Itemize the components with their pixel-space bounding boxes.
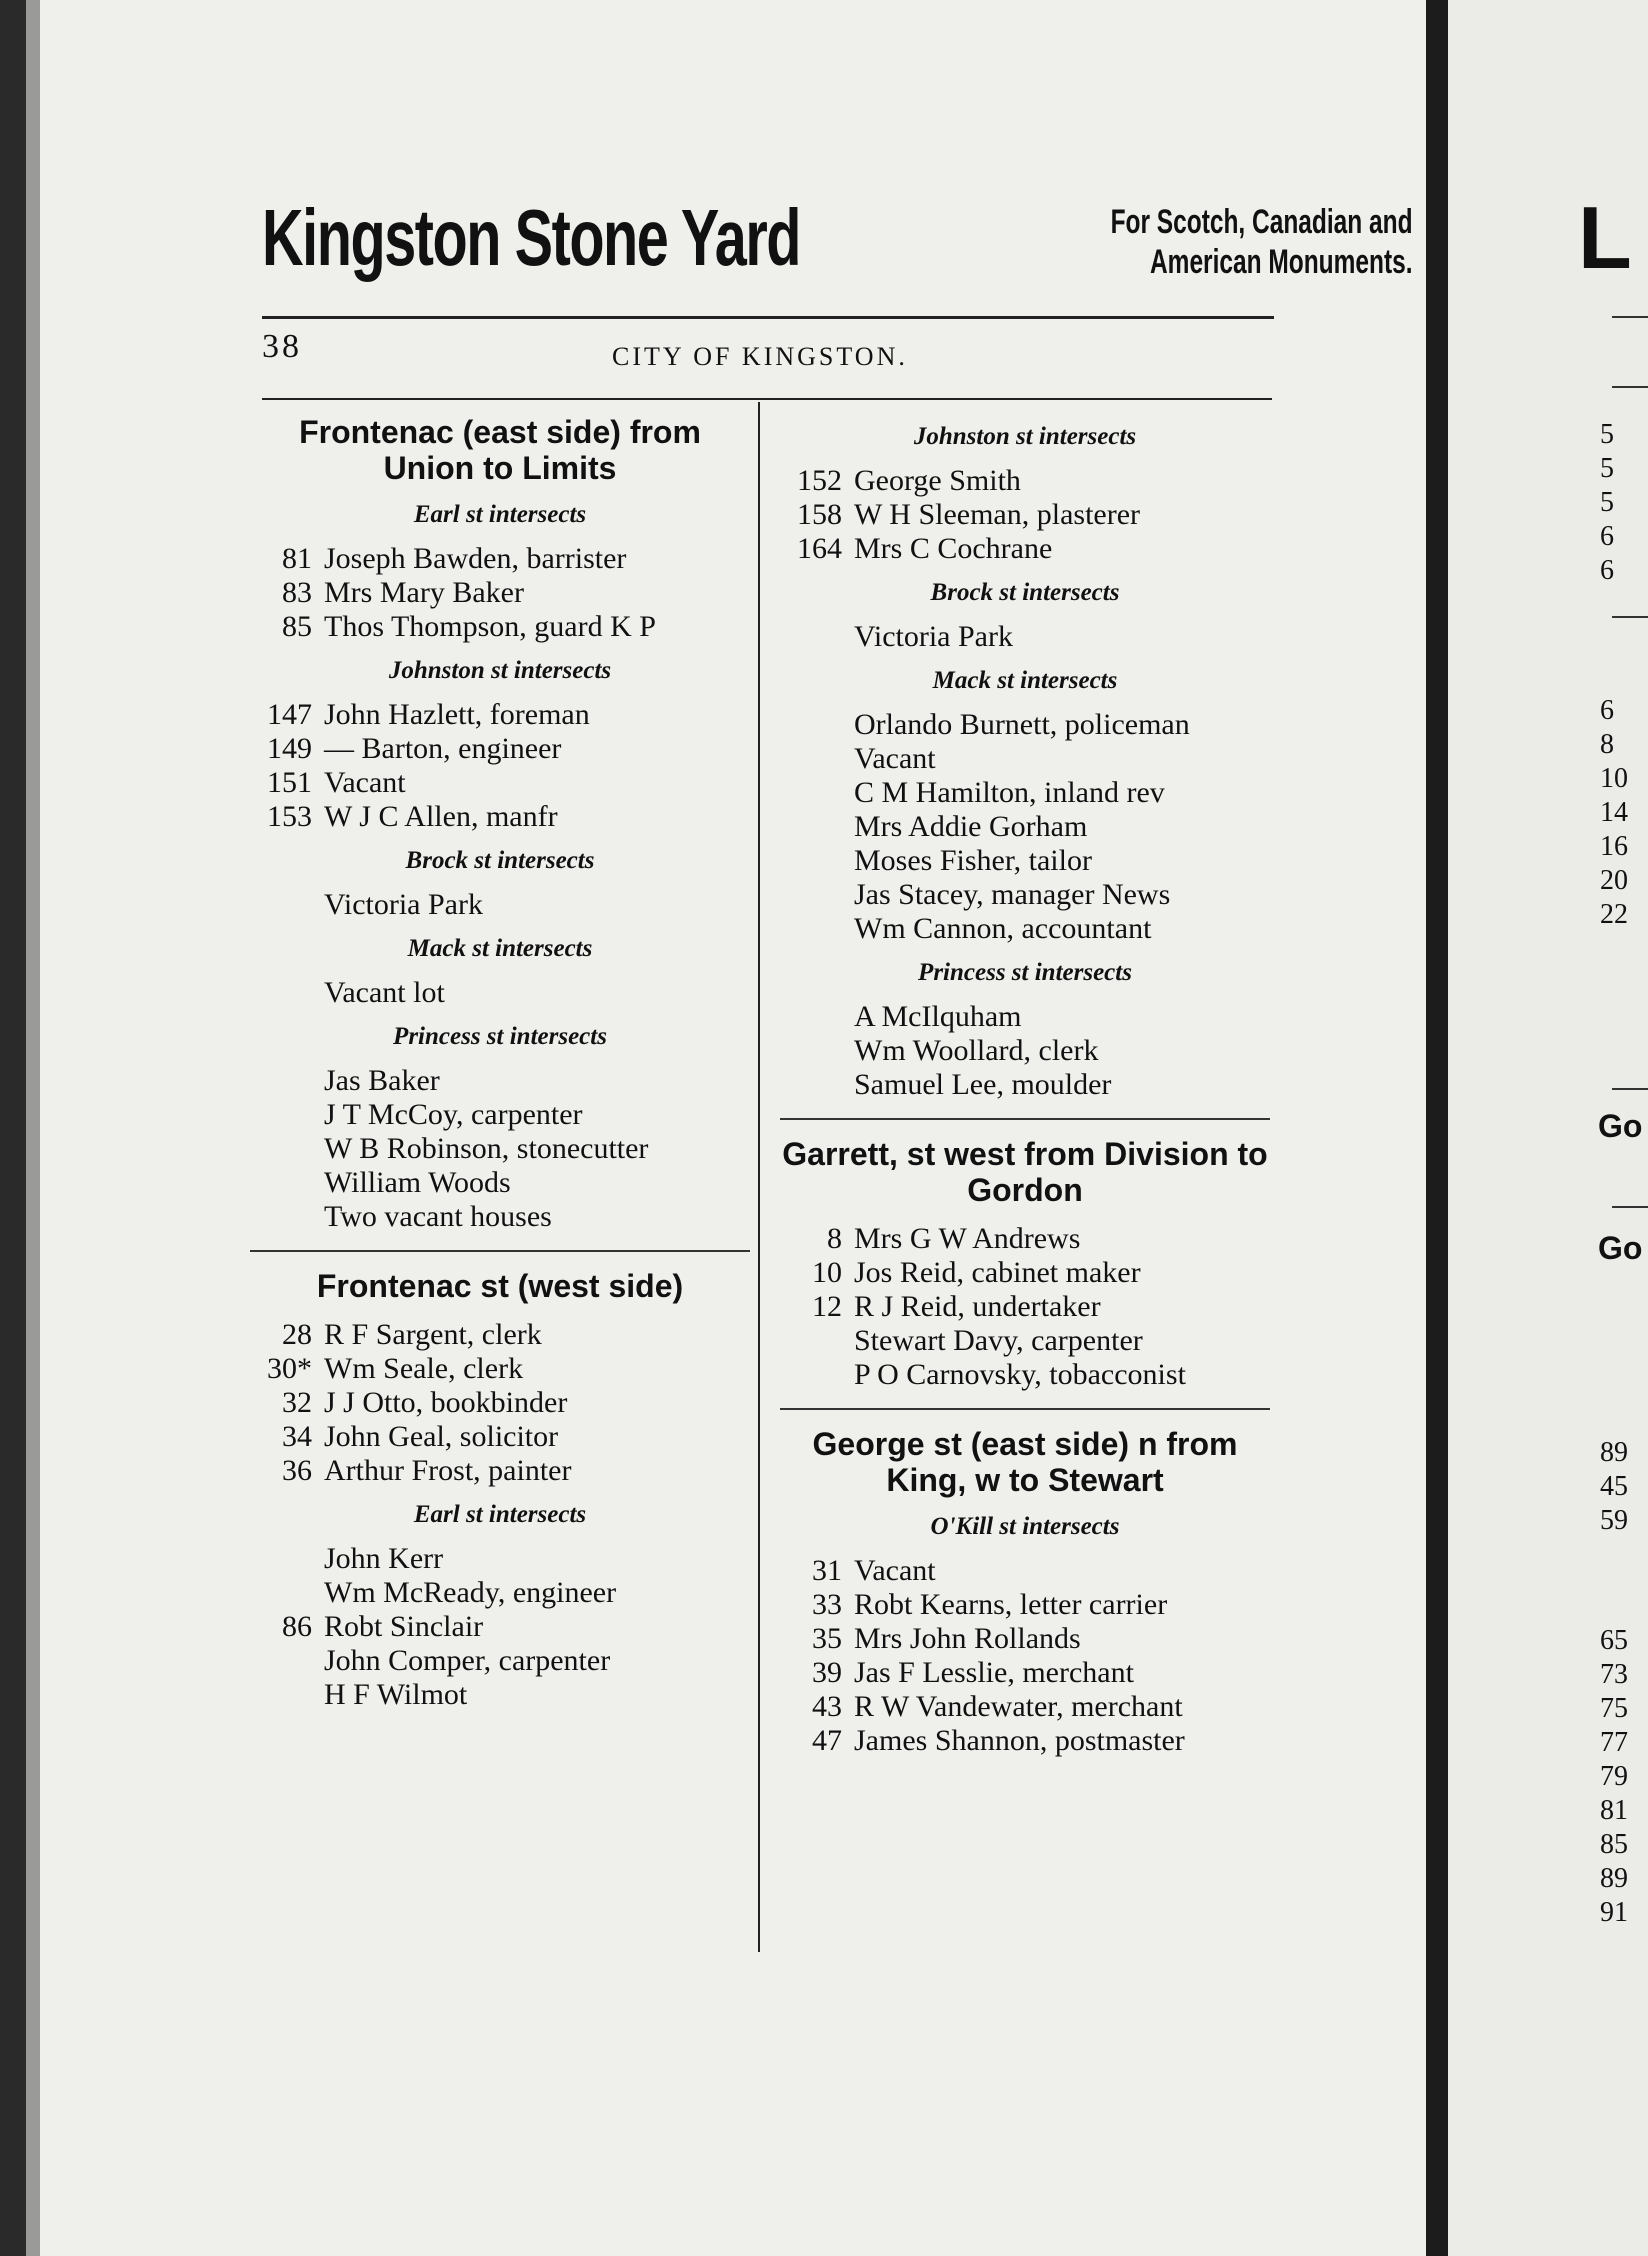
resident-name: Mrs Mary Baker <box>324 576 524 609</box>
cross-street-label: Brock st intersects <box>930 579 1120 606</box>
resident-name: R W Vandewater, merchant <box>854 1690 1183 1723</box>
house-number: 85 <box>282 610 312 643</box>
ad-tagline-line-2: American Monuments. <box>1150 243 1413 281</box>
house-number <box>780 708 854 742</box>
house-number: 39 <box>812 1656 842 1689</box>
house-number <box>250 1098 324 1132</box>
resident-name: Wm Cannon, accountant <box>854 912 1152 945</box>
directory-entry <box>780 1690 1270 1724</box>
house-number <box>780 1324 854 1358</box>
house-number <box>250 1200 324 1234</box>
resident-name: Mrs John Rollands <box>854 1622 1081 1655</box>
resident-name: Jas Baker <box>324 1064 440 1097</box>
directory-entry <box>250 1386 750 1420</box>
directory-entry <box>780 1622 1270 1656</box>
resident-name: Jos Reid, cabinet maker <box>854 1256 1141 1289</box>
directory-entry <box>250 1678 750 1712</box>
house-number <box>250 1166 324 1200</box>
house-number <box>780 1358 854 1392</box>
resident-name: Mrs C Cochrane <box>854 532 1053 565</box>
column-divider <box>758 402 760 1952</box>
facing-page-rule <box>1612 386 1648 388</box>
house-number: 30* <box>267 1352 312 1385</box>
house-number: 147 <box>267 698 312 731</box>
ad-business-name: Kingston Stone Yard <box>262 193 801 282</box>
house-number: 32 <box>282 1386 312 1419</box>
street-heading: Garrett, st west from Division to Gordon <box>782 1136 1268 1208</box>
directory-entry <box>780 878 1270 912</box>
facing-page-rule <box>1612 1088 1648 1090</box>
directory-entry <box>780 810 1270 844</box>
resident-name: Mrs Addie Gorham <box>854 810 1088 843</box>
resident-name: Stewart Davy, carpenter <box>854 1324 1143 1357</box>
facing-page-number: 22 <box>1600 899 1628 930</box>
directory-entry <box>780 1290 1270 1324</box>
facing-page-number: 8 <box>1600 729 1614 760</box>
house-number <box>780 1000 854 1034</box>
directory-entry <box>250 1542 750 1576</box>
section-rule <box>780 1118 1270 1120</box>
house-number <box>780 1034 854 1068</box>
house-number: 81 <box>282 542 312 575</box>
house-number: 28 <box>282 1318 312 1351</box>
directory-entry <box>250 1132 750 1166</box>
house-number <box>250 888 324 922</box>
resident-name: Vacant lot <box>324 976 445 1009</box>
facing-page-number: 5 <box>1600 487 1614 518</box>
facing-page-number: 6 <box>1600 695 1614 726</box>
house-number <box>780 1068 854 1102</box>
resident-name: John Hazlett, foreman <box>324 698 590 731</box>
directory-entry <box>250 1644 750 1678</box>
resident-name: Vacant <box>854 742 936 775</box>
house-number: 8 <box>827 1222 842 1255</box>
facing-page-rule <box>1612 616 1648 618</box>
resident-name: Wm McReady, engineer <box>324 1576 617 1609</box>
resident-name: C M Hamilton, inland rev <box>854 776 1165 809</box>
house-number <box>250 1132 324 1166</box>
resident-name: Mrs G W Andrews <box>854 1222 1081 1255</box>
directory-entry <box>250 1352 750 1386</box>
facing-page-number: 89 <box>1600 1863 1628 1894</box>
facing-page-number: 6 <box>1600 555 1614 586</box>
directory-entry <box>250 1098 750 1132</box>
resident-name: H F Wilmot <box>324 1678 468 1711</box>
resident-name: George Smith <box>854 464 1021 497</box>
house-number: 35 <box>812 1622 842 1655</box>
facing-page-number: 10 <box>1600 763 1628 794</box>
resident-name: William Woods <box>324 1166 511 1199</box>
house-number: 12 <box>812 1290 842 1323</box>
house-number <box>780 844 854 878</box>
facing-page-number: 91 <box>1600 1897 1628 1928</box>
facing-page-number: 59 <box>1600 1505 1628 1536</box>
house-number: 31 <box>812 1554 842 1587</box>
right-column <box>780 410 1270 1758</box>
facing-page-letter: L <box>1578 188 1632 287</box>
facing-page-number: 14 <box>1600 797 1628 828</box>
directory-entry <box>250 800 750 834</box>
cross-street-label: Princess st intersects <box>918 959 1132 986</box>
facing-page-rule <box>1612 316 1648 318</box>
directory-entry <box>780 1656 1270 1690</box>
directory-entry <box>780 1358 1270 1392</box>
house-number <box>780 878 854 912</box>
scan-edge-inner <box>26 0 40 2256</box>
facing-page-number: 5 <box>1600 419 1614 450</box>
directory-entry <box>780 532 1270 566</box>
house-number: 149 <box>267 732 312 765</box>
resident-name: J T McCoy, carpenter <box>324 1098 583 1131</box>
cross-street-label: Earl st intersects <box>413 1501 587 1528</box>
cross-street-label: Johnston st intersects <box>913 423 1137 450</box>
facing-page-number: 5 <box>1600 453 1614 484</box>
directory-entry <box>250 1064 750 1098</box>
cross-street-label: Mack st intersects <box>407 935 593 962</box>
scan-edge <box>0 0 26 2256</box>
house-number: 164 <box>797 532 842 565</box>
directory-entry <box>780 1588 1270 1622</box>
resident-name: — Barton, engineer <box>324 732 562 765</box>
left-column <box>250 410 750 1712</box>
house-number: 83 <box>282 576 312 609</box>
directory-entry <box>250 976 750 1010</box>
facing-page-number: 73 <box>1600 1659 1628 1690</box>
directory-entry <box>250 576 750 610</box>
directory-entry <box>780 1554 1270 1588</box>
facing-page-number: 6 <box>1600 521 1614 552</box>
cross-street-label: Princess st intersects <box>393 1023 607 1050</box>
resident-name: J J Otto, bookbinder <box>324 1386 568 1419</box>
house-number: 10 <box>812 1256 842 1289</box>
directory-entry <box>250 1610 750 1644</box>
directory-entry <box>250 698 750 732</box>
house-number <box>780 742 854 776</box>
directory-entry <box>780 464 1270 498</box>
resident-name: Victoria Park <box>324 888 483 921</box>
house-number <box>780 810 854 844</box>
directory-entry <box>780 776 1270 810</box>
house-number <box>250 1576 324 1610</box>
resident-name: Moses Fisher, tailor <box>854 844 1092 877</box>
directory-entry <box>250 888 750 922</box>
facing-page-heading: Go <box>1598 1230 1643 1266</box>
facing-page-rule <box>1612 1206 1648 1208</box>
facing-page-edge <box>1448 0 1648 2256</box>
resident-name: Vacant <box>854 1554 936 1587</box>
house-number: 47 <box>812 1724 842 1757</box>
resident-name: Jas Stacey, manager News <box>854 878 1171 911</box>
head-rule <box>262 398 1272 400</box>
directory-entry <box>250 1454 750 1488</box>
house-number <box>250 1064 324 1098</box>
resident-name: John Kerr <box>324 1542 444 1575</box>
resident-name: P O Carnovsky, tobacconist <box>854 1358 1186 1391</box>
resident-name: Thos Thompson, guard K P <box>324 610 656 643</box>
directory-entry <box>780 708 1270 742</box>
house-number: 34 <box>282 1420 312 1453</box>
page-number: 38 <box>262 328 302 365</box>
directory-entry <box>780 1724 1270 1758</box>
cross-street-label: Mack st intersects <box>932 667 1118 694</box>
facing-page-number: 81 <box>1600 1795 1628 1826</box>
advertisement-banner <box>222 188 1413 296</box>
directory-entry <box>250 1318 750 1352</box>
facing-page-number: 89 <box>1600 1437 1628 1468</box>
resident-name: John Geal, solicitor <box>324 1420 559 1453</box>
resident-name: R J Reid, undertaker <box>854 1290 1101 1323</box>
house-number <box>780 776 854 810</box>
directory-entry <box>250 766 750 800</box>
house-number <box>780 620 854 654</box>
running-head <box>262 328 1272 378</box>
facing-page-number: 79 <box>1600 1761 1628 1792</box>
directory-entry <box>780 912 1270 946</box>
directory-entry <box>250 1576 750 1610</box>
cross-street-label: Earl st intersects <box>413 501 587 528</box>
house-number: 86 <box>282 1610 312 1643</box>
resident-name: Arthur Frost, painter <box>324 1454 572 1487</box>
house-number: 158 <box>797 498 842 531</box>
cross-street-label: Brock st intersects <box>405 847 595 874</box>
resident-name: A McIlquham <box>854 1000 1022 1033</box>
section-rule <box>780 1408 1270 1410</box>
house-number: 36 <box>282 1454 312 1487</box>
directory-entry <box>780 1068 1270 1102</box>
facing-page-number: 77 <box>1600 1727 1628 1758</box>
directory-entry <box>780 1324 1270 1358</box>
resident-name: R F Sargent, clerk <box>324 1318 542 1351</box>
directory-entry <box>780 1034 1270 1068</box>
resident-name: Samuel Lee, moulder <box>854 1068 1112 1101</box>
resident-name: James Shannon, postmaster <box>854 1724 1185 1757</box>
resident-name: Two vacant houses <box>324 1200 552 1233</box>
resident-name: Jas F Lesslie, merchant <box>854 1656 1134 1689</box>
resident-name: John Comper, carpenter <box>324 1644 611 1677</box>
facing-page-heading: Go <box>1598 1108 1643 1144</box>
house-number <box>250 1678 324 1712</box>
cross-street-label: Johnston st intersects <box>388 657 612 684</box>
directory-entry <box>250 1166 750 1200</box>
house-number: 151 <box>267 766 312 799</box>
resident-name: Orlando Burnett, policeman <box>854 708 1190 741</box>
directory-entry <box>250 610 750 644</box>
resident-name: Robt Kearns, letter carrier <box>854 1588 1168 1621</box>
street-heading: Frontenac (east side) from Union to Limits <box>299 414 701 486</box>
house-number: 33 <box>812 1588 842 1621</box>
house-number <box>250 976 324 1010</box>
directory-entry <box>780 1000 1270 1034</box>
street-heading: George st (east side) n from King, w to Stewart <box>812 1426 1238 1498</box>
house-number <box>780 912 854 946</box>
cross-street-label: O'Kill st intersects <box>930 1513 1120 1540</box>
resident-name: Wm Seale, clerk <box>324 1352 524 1385</box>
ad-tagline <box>1078 202 1413 282</box>
directory-entry <box>780 844 1270 878</box>
facing-page-number: 85 <box>1600 1829 1628 1860</box>
house-number <box>250 1644 324 1678</box>
section-rule <box>250 1250 750 1252</box>
house-number: 43 <box>812 1690 842 1723</box>
directory-entry <box>250 1420 750 1454</box>
resident-name: W J C Allen, manfr <box>324 800 558 833</box>
ad-tagline-line-1: For Scotch, Canadian and <box>1110 203 1413 241</box>
resident-name: Joseph Bawden, barrister <box>324 542 627 575</box>
resident-name: Wm Woollard, clerk <box>854 1034 1099 1067</box>
facing-page-number: 45 <box>1600 1471 1628 1502</box>
directory-entry <box>780 498 1270 532</box>
directory-entry <box>780 1222 1270 1256</box>
house-number: 152 <box>797 464 842 497</box>
directory-entry <box>250 732 750 766</box>
resident-name: Robt Sinclair <box>324 1610 484 1643</box>
directory-entry <box>780 620 1270 654</box>
facing-page-number: 16 <box>1600 831 1628 862</box>
directory-entry <box>780 1256 1270 1290</box>
resident-name: Vacant <box>324 766 406 799</box>
facing-page-number: 20 <box>1600 865 1628 896</box>
directory-entry <box>780 742 1270 776</box>
page-gutter <box>1426 0 1448 2256</box>
facing-page-number: 75 <box>1600 1693 1628 1724</box>
facing-page-number: 65 <box>1600 1625 1628 1656</box>
directory-entry <box>250 1200 750 1234</box>
resident-name: Victoria Park <box>854 620 1013 653</box>
directory-entry <box>250 542 750 576</box>
resident-name: W H Sleeman, plasterer <box>854 498 1141 531</box>
resident-name: W B Robinson, stonecutter <box>324 1132 649 1165</box>
ad-rule <box>262 316 1274 319</box>
street-heading: Frontenac st (west side) <box>316 1268 684 1304</box>
house-number: 153 <box>267 800 312 833</box>
page-title: CITY OF KINGSTON. <box>612 342 908 371</box>
house-number <box>250 1542 324 1576</box>
